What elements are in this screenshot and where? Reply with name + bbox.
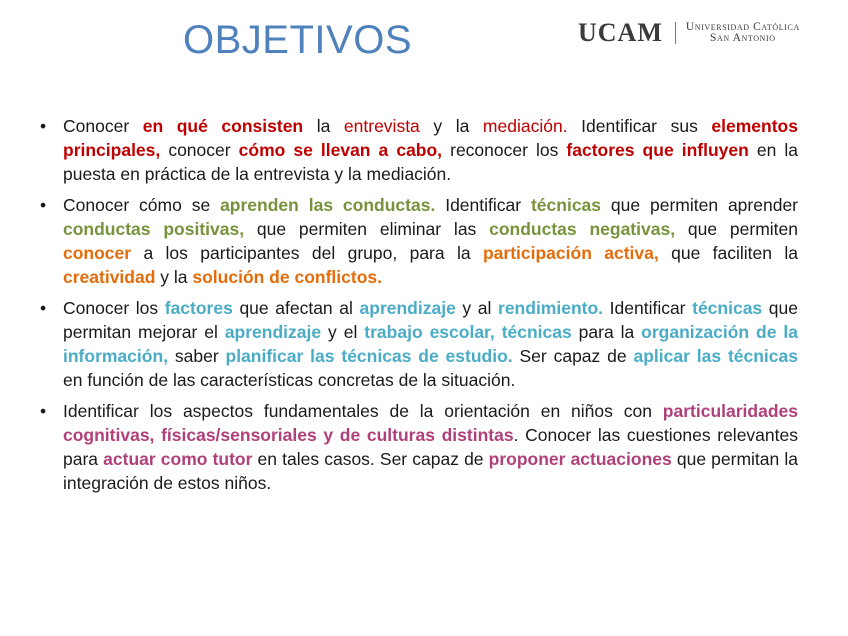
- objective-text-run: factores que influyen: [566, 140, 749, 160]
- objective-text-run: Identificar los aspectos fundamentales de la orientación en niños con: [63, 401, 663, 421]
- objective-text-run: técnicas: [530, 195, 602, 215]
- objective-text-run: actuar como tutor: [103, 449, 253, 469]
- objective-text-run: Ser capaz de: [512, 346, 634, 366]
- objective-item: [40, 114, 798, 186]
- objectives-list: [40, 114, 798, 502]
- objective-item: [40, 399, 798, 495]
- objective-text-run: en función de las características concretas de la situación.: [63, 370, 516, 390]
- bullet-marker: •: [40, 116, 47, 136]
- objective-text-run: organización de la información,: [63, 322, 798, 366]
- objective-text-run: mediación.: [482, 116, 568, 136]
- logo-text: [686, 22, 800, 44]
- objective-item: [40, 193, 798, 289]
- objective-text-run: conocer: [160, 140, 239, 160]
- objective-text-run: en tales casos. Ser capaz de: [252, 449, 489, 469]
- objective-text-run: aprendizaje: [224, 322, 322, 342]
- objective-text-run: aplicar las técnicas: [633, 346, 798, 366]
- logo-divider: [675, 22, 676, 44]
- objective-text-run: que permiten: [675, 219, 798, 239]
- objective-text-run: y al: [455, 298, 499, 318]
- page-title: OBJETIVOS: [183, 18, 412, 62]
- objective-text-run: particularidades cognitivas, físicas/sensoriales y de culturas distintas: [63, 401, 798, 445]
- objective-text-run: a los participantes del grupo, para la: [131, 243, 483, 263]
- objective-text-run: para la: [571, 322, 642, 342]
- objective-text-run: y la: [155, 267, 193, 287]
- logo-line-1: Universidad Católica: [685, 21, 800, 33]
- objective-text-run: aprenden las conductas.: [220, 195, 436, 215]
- bullet-marker: •: [40, 195, 47, 215]
- objective-text-run: elementos principales,: [63, 116, 798, 160]
- objective-text-run: que permiten aprender: [601, 195, 798, 215]
- objective-text-run: factores: [164, 298, 233, 318]
- objective-text-run: técnicas: [692, 298, 763, 318]
- objective-text-run: conocer: [63, 243, 132, 263]
- objective-text-run: en qué consisten: [142, 116, 304, 136]
- objective-text-run: la: [303, 116, 344, 136]
- objective-text-run: y la: [419, 116, 483, 136]
- objective-text-run: conductas negativas,: [489, 219, 676, 239]
- objective-text-run: Conocer cómo se: [63, 195, 221, 215]
- objective-text-run: . Conocer las cuestiones relevantes para: [63, 425, 798, 469]
- objective-text-run: y el: [321, 322, 365, 342]
- objective-text-run: Identificar: [603, 298, 693, 318]
- objective-text-run: cómo se llevan a cabo,: [238, 140, 443, 160]
- objective-text-run: Identificar sus: [567, 116, 712, 136]
- logo-line-2: San Antonio: [710, 32, 776, 44]
- objective-text-run: Conocer: [63, 116, 143, 136]
- objective-text-run: trabajo escolar, técnicas: [364, 322, 572, 342]
- objective-text-run: reconocer los: [442, 140, 567, 160]
- objective-text-run: proponer actuaciones: [488, 449, 672, 469]
- objective-text-run: solución de conflictos.: [192, 267, 382, 287]
- bullet-marker: •: [40, 298, 47, 318]
- objective-text-run: en la puesta en práctica de la entrevista y la mediación.: [63, 140, 799, 184]
- objective-text-run: entrevista: [343, 116, 420, 136]
- objective-text-run: participación activa,: [482, 243, 659, 263]
- bullet-marker: •: [40, 401, 47, 421]
- objective-text-run: planificar las técnicas de estudio.: [225, 346, 513, 366]
- objective-text-run: creatividad: [63, 267, 156, 287]
- objective-text-run: Identificar: [435, 195, 531, 215]
- objective-text-run: que permiten eliminar las: [244, 219, 490, 239]
- objective-text-run: que permitan mejorar el: [63, 298, 798, 342]
- objective-text-run: que afectan al: [232, 298, 360, 318]
- objective-text-run: que permitan la integración de estos niños.: [63, 449, 798, 493]
- objective-item: [40, 296, 798, 392]
- logo-mark: UCAM: [578, 18, 663, 47]
- objective-text-run: aprendizaje: [359, 298, 456, 318]
- objective-text-run: Conocer los: [63, 298, 165, 318]
- objective-text-run: saber: [168, 346, 226, 366]
- objective-text-run: conductas positivas,: [63, 219, 245, 239]
- ucam-logo: [578, 18, 800, 48]
- objective-text-run: rendimiento.: [498, 298, 604, 318]
- objective-text-run: que faciliten la: [658, 243, 798, 263]
